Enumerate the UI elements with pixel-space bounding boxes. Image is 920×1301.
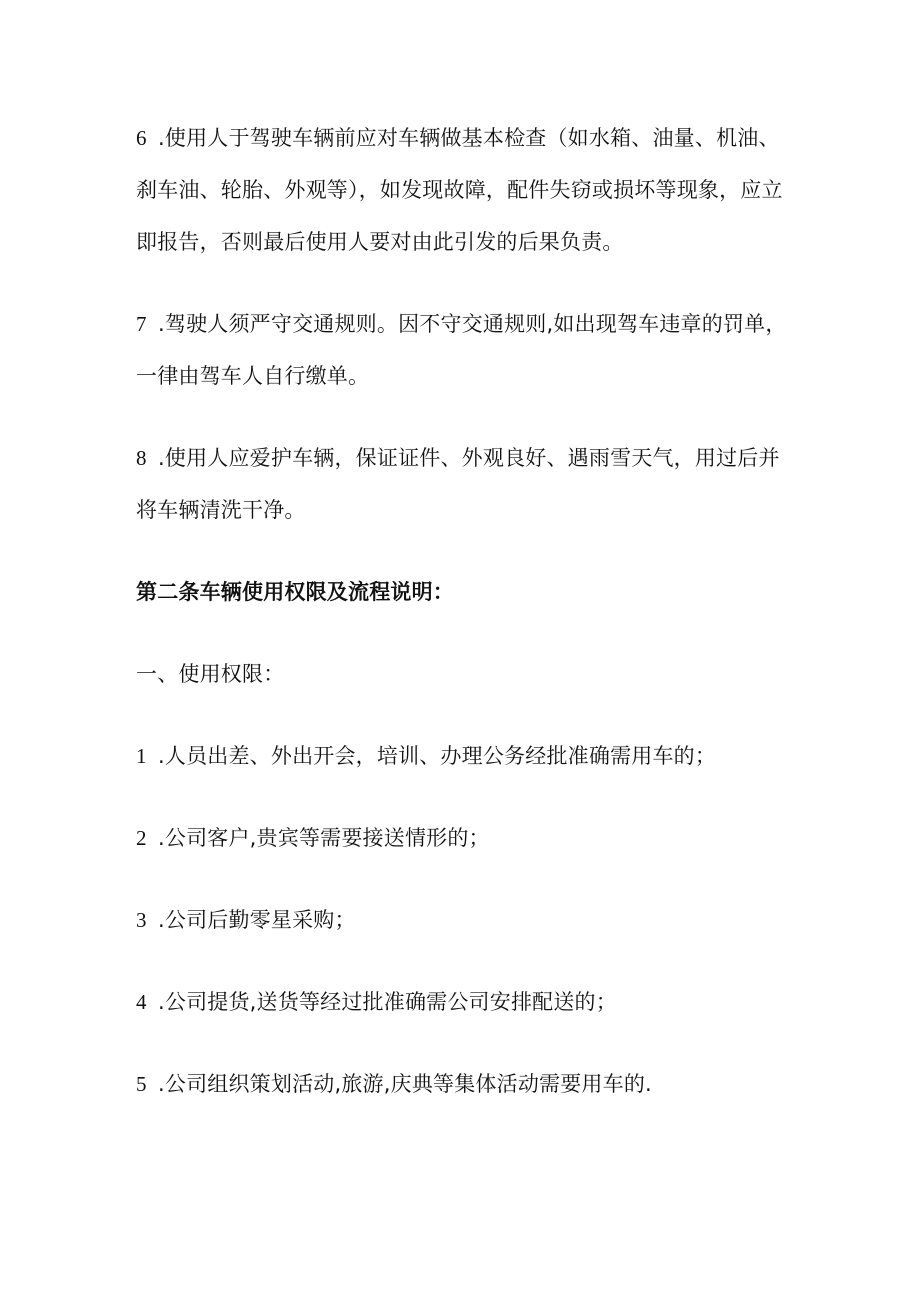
item-text: .公司提货,送货等经过批准确需公司安排配送的； <box>158 990 617 1014</box>
item-number: 3 <box>136 908 147 932</box>
item-text: .公司组织策划活动,旅游,庆典等集体活动需要用车的. <box>158 1072 652 1096</box>
item-number: 1 <box>136 744 147 768</box>
item-text: .人员出差、外出开会，培训、办理公务经批准确需用车的； <box>158 744 717 768</box>
item-number: 6 <box>136 126 147 150</box>
item-number: 4 <box>136 990 147 1014</box>
item-text: .使用人于驾驶车辆前应对车辆做基本检查（如水箱、油量、机油、刹车油、轮胎、外观等），如发现故障，配件失窃或损坏等现象，应立即报告，否则最后使用人要对由此引发的后果负责。 <box>136 126 783 254</box>
rule-item-8 <box>136 432 796 536</box>
item-text: .驾驶人须严守交通规则。因不守交通规则,如出现驾车违章的罚单，一律由驾车人自行缴单。 <box>136 312 787 388</box>
item-text: .使用人应爱护车辆，保证证件、外观良好、遇雨雪天气，用过后并将车辆清洗干净。 <box>136 446 780 522</box>
item-number: 7 <box>136 312 147 336</box>
permission-item-5 <box>136 1058 796 1110</box>
item-text: .公司客户,贵宾等需要接送情形的； <box>158 826 490 850</box>
permission-item-4 <box>136 976 796 1028</box>
rule-item-7 <box>136 298 796 402</box>
permission-item-3 <box>136 894 796 946</box>
subsection-heading: 一、使用权限： <box>136 662 285 686</box>
item-number: 2 <box>136 826 147 850</box>
rule-item-6 <box>136 112 796 268</box>
item-number: 5 <box>136 1072 147 1096</box>
document-body <box>136 112 796 1140</box>
permission-item-1 <box>136 730 796 782</box>
item-text: .公司后勤零星采购； <box>158 908 356 932</box>
permission-item-2 <box>136 812 796 864</box>
section-heading: 第二条车辆使用权限及流程说明： <box>136 580 454 604</box>
item-number: 8 <box>136 446 147 470</box>
